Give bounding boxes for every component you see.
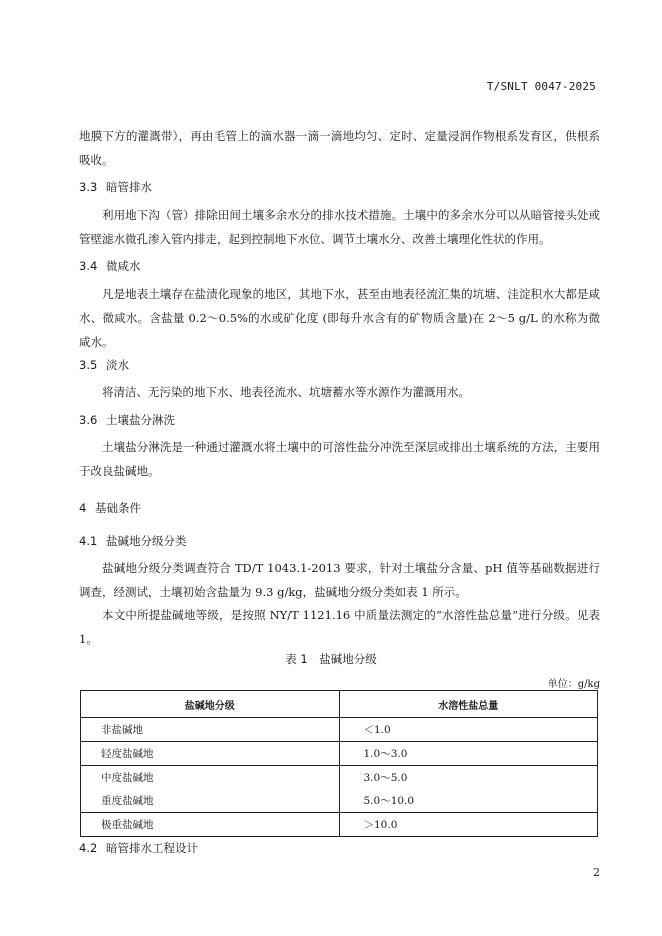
section-paragraph: 利用地下沟（管）排除田间土壤多余水分的排水技术措施。土壤中的多余水分可以从暗管接头处或管壁滤水微孔渗入管内排走，起到控制地下水位、调节土壤水分、改善土壤理化性状的作用。 <box>79 208 600 246</box>
section-heading: 4.2 暗管排水工程设计 <box>79 841 198 855</box>
grade-cell: 轻度盐碱地 <box>81 742 340 766</box>
value-cell: 1.0～3.0 <box>339 742 598 766</box>
section-heading: 3.4 微咸水 <box>79 259 141 273</box>
table-row <box>81 789 598 813</box>
salinity-table <box>80 690 598 837</box>
grade-cell: 中度盐碱地 <box>81 766 340 790</box>
page-number: 2 <box>593 866 600 879</box>
table-row <box>81 742 598 766</box>
section-paragraph: 本文中所提盐碱地等级，是按照 NY/T 1121.16 中质量法测定的“水溶性盐总量”进行分级。见表 1。 <box>79 608 600 646</box>
table-unit: 单位：g/kg <box>547 679 600 690</box>
document-id: T/SNLT 0047-2025 <box>486 80 596 93</box>
table-row <box>81 718 598 742</box>
table-header-row <box>81 691 598 718</box>
grade-cell: 极重盐碱地 <box>81 813 340 837</box>
section-paragraph: 将清洁、无污染的地下水、地表径流水、坑塘蓄水等水源作为灌溉用水。 <box>102 385 470 399</box>
section-heading: 4.1 盐碱地分级分类 <box>79 534 187 548</box>
value-cell: 5.0～10.0 <box>339 789 598 813</box>
value-cell: ＜1.0 <box>339 718 598 742</box>
table-row <box>81 766 598 790</box>
section-paragraph: 凡是地表土壤存在盐渍化现象的地区，其地下水，甚至由地表径流汇集的坑塘、洼淀积水大都是咸水、微咸水。含盐量 0.2～0.5%的水或矿化度 (即每升水含有的矿物质含量)在 2～5 g/L 的水称为微咸水。 <box>79 287 600 349</box>
grade-cell: 重度盐碱地 <box>81 789 340 813</box>
continuation-paragraph: 地膜下方的灌溉带），再由毛管上的滴水器一滴一滴地均匀、定时、定量浸润作物根系发育区，供根系吸收。 <box>79 129 600 167</box>
value-cell: 3.0～5.0 <box>339 766 598 790</box>
column-header: 水溶性盐总量 <box>339 691 598 718</box>
section-paragraph: 土壤盐分淋洗是一种通过灌溉水将土壤中的可溶性盐分冲洗至深层或排出土壤系统的方法，主要用于改良盐碱地。 <box>79 440 600 478</box>
table-row <box>81 813 598 837</box>
chapter-heading: 4 基础条件 <box>79 501 141 515</box>
value-cell: ＞10.0 <box>339 813 598 837</box>
section-heading: 3.3 暗管排水 <box>79 180 152 194</box>
column-header: 盐碱地分级 <box>81 691 340 718</box>
section-heading: 3.5 淡水 <box>79 358 129 372</box>
grade-cell: 非盐碱地 <box>81 718 340 742</box>
table-caption: 表 1 盐碱地分级 <box>285 652 377 666</box>
section-heading: 3.6 土壤盐分淋洗 <box>79 413 175 427</box>
section-paragraph: 盐碱地分级分类调查符合 TD/T 1043.1-2013 要求，针对土壤盐分含量、pH 值等基础数据进行调查，经测试，土壤初始含盐量为 9.3 g/kg，盐碱地分级分类如表 1 所示。 <box>79 561 600 599</box>
